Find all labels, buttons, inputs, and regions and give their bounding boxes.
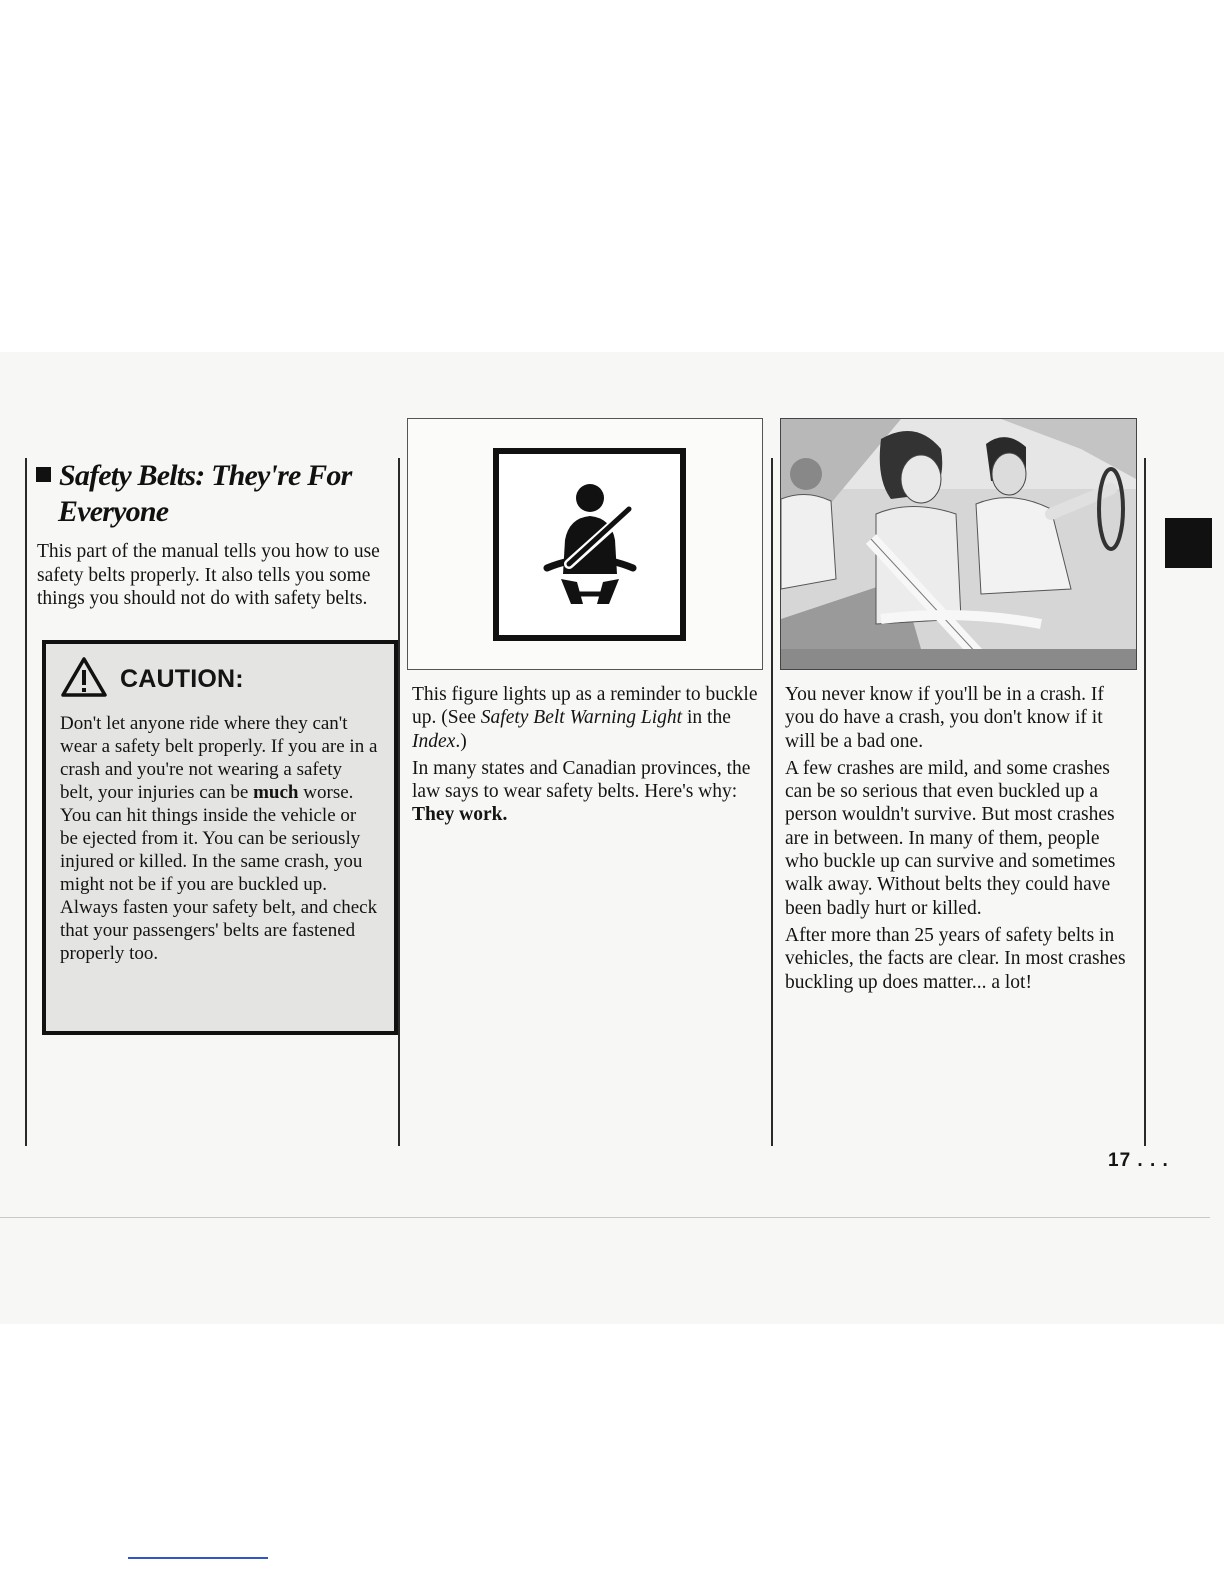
reminder-paragraph [412, 683, 760, 753]
reminder-text-3: .) [455, 730, 467, 752]
seatbelt-symbol-frame [493, 448, 686, 641]
section-tab-marker [1165, 518, 1212, 568]
reminder-reference: Safety Belt Warning Light [480, 707, 683, 729]
heading-bullet [36, 467, 51, 482]
column-2-text [412, 683, 760, 831]
footer-link-underline [128, 1557, 268, 1559]
caution-emphasis: much [253, 782, 299, 803]
reminder-text-2: in the [682, 707, 731, 729]
column-3-text [785, 683, 1135, 998]
seatbelt-symbol-figure [407, 418, 763, 670]
caution-text [60, 712, 378, 965]
section-heading [36, 458, 396, 530]
caution-text-part-2: worse. You can hit things inside the vehicle or be ejected from it. You can be seriously injured or killed. In the same crash, you might not be if you are buckled up. Always fasten your safety belt, and check that your passengers' belts are fastened properly too. [60, 782, 378, 964]
caution-header [60, 656, 394, 702]
caution-title: CAUTION: [120, 664, 244, 693]
column-rule-3 [771, 458, 773, 1146]
crash-paragraph-1: You never know if you'll be in a crash. If you do have a crash, you don't know if it will be a bad one. [785, 684, 1104, 752]
column-rule-right [1144, 458, 1146, 1146]
occupants-drawing [781, 419, 1136, 669]
heading-line-1: Safety Belts: They're For [59, 459, 352, 492]
page-number: 17 . . . [1108, 1150, 1169, 1171]
occupants-illustration [780, 418, 1137, 670]
caution-box [42, 640, 398, 1035]
seatbelt-reminder-icon [499, 454, 680, 635]
caution-text-part-1: Don't let anyone ride where they can't wear a safety belt properly. If you are in a crash and you're not wearing a safety belt, your injuries can be [60, 713, 378, 803]
reminder-index: Index [412, 730, 456, 752]
footer-rule [0, 1217, 1210, 1218]
column-rule-left [25, 458, 27, 1146]
column-rule-2 [398, 458, 400, 1146]
warning-triangle-icon [60, 656, 108, 703]
law-paragraph [412, 757, 760, 827]
intro-paragraph: This part of the manual tells you how to use safety belts properly. It also tells you some things you should not do with safety belts. [37, 541, 380, 609]
reminder-text-1: This figure lights up as a reminder to buckle up. (See [412, 684, 758, 729]
law-text: In many states and Canadian provinces, the law says to wear safety belts. Here's why: [412, 757, 751, 803]
crash-paragraph-3: After more than 25 years of safety belts in vehicles, the facts are clear. In most crashes buckling up does matter... a lot! [785, 924, 1126, 993]
heading-line-2: Everyone [58, 495, 169, 528]
crash-paragraph-2: A few crashes are mild, and some crashes can be so serious that even buckled up a person wouldn't survive. But most crashes are in between. In many of them, people who buckle up can survive and sometimes walk away. Without belts they could have been badly hurt or killed. [785, 757, 1116, 919]
law-emphasis: They work. [412, 804, 508, 826]
